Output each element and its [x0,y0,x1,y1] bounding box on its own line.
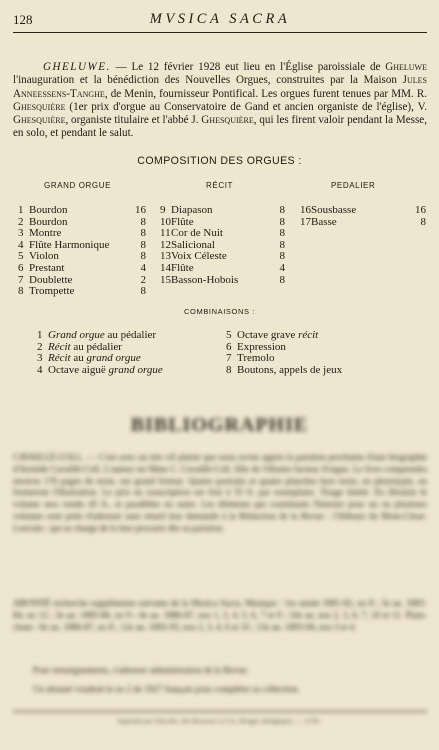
bibliographie-title: BIBLIOGRAPHIE [130,414,309,436]
combination-label-part: Boutons, appels de jeux [237,364,343,377]
stop-number: 6 [18,261,24,274]
bibliographie-paragraph: CAVAILLÉ-COLL. — C'est avec un très vif plaisir que nous avons appris la parution prochaine d'une biographie d'Aristide Cavaillé-Coll. L'auteur est Mme C. Cavaillé-Coll, fille de l'illustre facteur d'orgue. Le livre comprendra environ 176 pages de texte, sur grand format. Quatre portraits et quatre planches hors texte, en phototypie, en formeront l'illustration. Le prix en souscription est fixé à 55 fr. par exemplaire. Tirage limité. En librairie le volume sera vendu 45 fr., et parallèles en outre. Les éléments qui constituent l'histoire pour un ou plusieurs volumes sont priés d'adresser sans retard leur demande à la Rédaction de la Revue : l'Abbaye du Mont-César-Louvain : qui se charge de la leur procurer dès sa parution. [13,452,427,533]
combination-label-part: au pédalier [104,329,157,341]
organ-stop-row [160,275,285,287]
bibliographie-paragraph: Un abonné voudrait le no 2 de 1927 français pour compléter sa collection. [33,684,300,694]
stop-feet: 8 [140,238,146,251]
recit-stop-list [160,205,285,286]
stop-number: 14 [160,261,171,274]
stop-number: 9 [160,204,166,216]
stop-name: Salicional [171,238,215,251]
stop-number: 8 [18,285,24,298]
article-text: Ghesquière [13,100,66,113]
stop-number: 1 [18,204,24,216]
stop-name: Montre [29,227,62,240]
combination-label [237,365,342,377]
bibliographie-paragraph: ABONNÉ recherche suppléments suivants de la Musica Sacra. Musique : 1re année 1881-82, no 8 ; 3e an. 1883-84, no 12 ; 3e an. 1885-86, no 9 ; 4e an. 1886-87, nos 1, 3, 4, 5, 6, 7 et 9 ; 10e an. nos 2, 3, 6, 7, 10 et 11. Plain-chant : 6e an. 1886-87, no 8 ; 12e an. 1892-93, nos 2, 3, 4, 6 et 10 ; 13e an. 1893-94, nos 3 et 4. [13,598,427,632]
page-header [13,9,427,29]
printer-imprint: Imprimé par Desclée, De Brouwer et Cie, Bruges (Belgique). — 2795. [117,718,322,725]
stop-name: Bourdon [29,204,68,216]
combination-number: 8 [226,364,232,377]
page-number: 128 [13,12,33,27]
organ-stop-row [18,263,146,275]
stop-name: Trompette [29,285,75,298]
stop-feet: 8 [279,238,285,251]
stop-feet: 4 [140,261,146,274]
header-rule [13,32,427,33]
article-text: Jules Anneessens-Tanghe [13,74,427,100]
combination-number: 2 [37,340,43,353]
combination-label-part: Tremolo [237,352,275,365]
combination-label-part: au [70,352,87,365]
combination-number: 1 [37,329,43,341]
stop-number: 12 [160,238,171,251]
stop-feet: 8 [279,250,285,263]
stop-feet: 16 [415,204,426,216]
stop-feet: 16 [135,204,146,216]
article-text: , organiste titulaire et l'abbé J. [65,114,202,127]
combinaisons-right-list [226,330,426,377]
article-text: (1er prix d'orgue au Conservatoire de Gand et ancien organiste de l'église), V. [65,100,427,113]
stop-name: Diapason [171,204,213,216]
stop-feet: 4 [279,261,285,274]
grand-orgue-stop-list [18,205,146,298]
combinaisons-left-list [37,330,217,377]
stop-name: Basse [311,215,337,228]
combination-label-part: récit [298,329,319,341]
stop-feet: 8 [420,215,426,228]
article-text: l'inauguration et la bénédiction des Nouvelles Orgues, construites par la Maison [13,74,403,87]
combination-number: 4 [37,364,43,377]
combination-label-part: au pédalier [70,340,122,353]
footer-rule [13,711,427,712]
stop-feet: 8 [279,215,285,228]
combination-number: 6 [226,340,232,353]
stop-number: 5 [18,250,24,263]
stop-number: 16 [300,204,311,216]
stop-feet: 8 [279,204,285,216]
stop-number: 13 [160,250,171,263]
article-text: Ghesquière [13,114,66,127]
running-title: MVSICA SACRA [149,11,291,27]
stop-number: 17 [300,215,311,228]
organ-stop-row [300,217,426,229]
combination-label [48,365,163,377]
organ-stop-row [18,286,146,298]
stop-feet: 8 [140,215,146,228]
stop-name: Violon [29,250,59,263]
combination-label-part: grand orgue [108,364,163,377]
stop-number: 15 [160,273,171,286]
composition-title: COMPOSITION DES ORGUES : [137,155,302,167]
stop-feet: 8 [279,273,285,286]
stop-name: Doublette [29,273,73,286]
stop-number: 4 [18,238,24,251]
bibliographie-paragraph: Pour renseignements, s'adresser administration de la Revue. [33,665,249,675]
article-text: Ghesquière [201,114,254,127]
grand-orgue-heading: GRAND ORGUE [44,181,112,190]
combination-row [37,365,217,377]
combination-label-part: Expression [237,340,286,353]
pedalier-stop-list [300,205,426,228]
combination-label-part: grand orgue [86,352,141,365]
organ-stop-row [160,205,285,217]
stop-number: 7 [18,273,24,286]
pedalier-heading: PEDALIER [331,181,376,190]
stop-name: Flûte Harmonique [29,238,110,251]
organ-stop-row [300,205,426,217]
combination-number: 5 [226,329,232,341]
article-text: — Le 12 février 1928 eut lieu en l'Église paroissiale de [110,61,386,73]
stop-number: 3 [18,227,24,240]
stop-name: Basson-Hobois [171,273,239,286]
stop-name: Sousbasse [311,204,357,216]
stop-feet: 8 [140,285,146,298]
stop-feet: 8 [140,227,146,240]
recit-heading: RÉCIT [206,181,233,190]
combination-number: 3 [37,352,43,365]
article-text: , de Menin, fournisseur Pontifical. Les orgues furent tenues par MM. R. [104,87,427,100]
combination-label-part: Grand orgue [48,329,105,341]
stop-number: 10 [160,215,171,228]
stop-number: 11 [160,227,171,240]
combination-label-part: Octave aiguë [48,364,109,377]
stop-name: Bourdon [29,215,68,228]
stop-feet: 8 [279,227,285,240]
stop-name: Prestant [29,261,65,274]
combination-row [226,365,426,377]
stop-name: Flûte [171,215,194,228]
combination-label-part: Octave grave [237,329,299,341]
article-place: GHELUWE. [43,61,111,73]
stop-name: Flûte [171,261,194,274]
bibliographie-section [0,400,439,750]
article-paragraph [13,61,427,141]
stop-feet: 2 [140,273,146,286]
combination-label-part: Récit [48,352,71,365]
stop-name: Cor de Nuit [171,227,223,240]
article-text: Gheluwe [385,61,427,73]
stop-name: Voix Céleste [171,250,227,263]
stop-feet: 8 [140,250,146,263]
combination-number: 7 [226,352,232,365]
combination-label-part: Récit [48,340,71,353]
stop-number: 2 [18,215,24,228]
article-text: , qui les firent valoir pendant la Messe, en solo, et pendant le salut. [13,114,427,140]
organ-stop-row [160,263,285,275]
organ-stop-row [18,205,146,217]
combinaisons-title: COMBINAISONS : [184,307,255,316]
